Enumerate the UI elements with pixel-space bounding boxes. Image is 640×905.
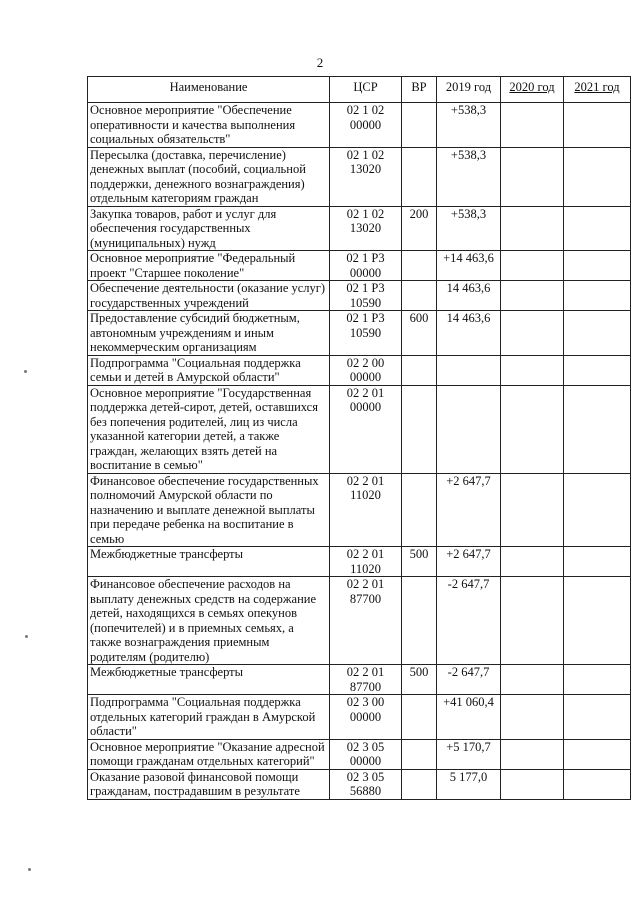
cell-vr: 500	[402, 665, 437, 695]
cell-vr	[402, 281, 437, 311]
cell-name: Основное мероприятие "Государственная поддержка детей-сирот, детей, оставшихся без попечения родителей, лиц из числа указанной категории детей, а также граждан, желающих взять детей на воспитание в семью"	[88, 385, 330, 473]
cell-name: Финансовое обеспечение государственных полномочий Амурской области по назначению и выплате денежной выплаты при передаче ребенка на воспитание в семью	[88, 473, 330, 547]
cell-2019: +538,3	[437, 206, 501, 251]
cell-2020	[501, 577, 564, 665]
cell-2019: +5 170,7	[437, 739, 501, 769]
cell-name: Оказание разовой финансовой помощи гражданам, пострадавшим в результате	[88, 769, 330, 799]
cell-2021	[564, 769, 631, 799]
table-row	[88, 251, 631, 281]
header-vr: ВР	[402, 77, 437, 103]
cell-2020	[501, 695, 564, 740]
cell-csr: 02 3 05 56880	[330, 769, 402, 799]
page-number: 2	[316, 55, 324, 70]
cell-vr: 200	[402, 206, 437, 251]
table-row	[88, 385, 631, 473]
cell-vr	[402, 577, 437, 665]
table-row	[88, 103, 631, 148]
header-2019: 2019 год	[437, 77, 501, 103]
cell-2021	[564, 206, 631, 251]
cell-name: Пересылка (доставка, перечисление) денежных выплат (пособий, социальной поддержки, денежного вознаграждения) отдельным категориям граждан	[88, 147, 330, 206]
cell-2020	[501, 355, 564, 385]
cell-2020	[501, 739, 564, 769]
cell-name: Подпрограмма "Социальная поддержка отдельных категорий граждан в Амурской области"	[88, 695, 330, 740]
cell-2019	[437, 355, 501, 385]
cell-name: Основное мероприятие "Оказание адресной помощи гражданам отдельных категорий"	[88, 739, 330, 769]
cell-2019: -2 647,7	[437, 665, 501, 695]
cell-csr: 02 1 02 00000	[330, 103, 402, 148]
cell-2021	[564, 355, 631, 385]
cell-name: Подпрограмма "Социальная поддержка семьи и детей в Амурской области"	[88, 355, 330, 385]
cell-name: Финансовое обеспечение расходов на выплату денежных средств на содержание детей, находящихся в семьях опекунов (попечителей) и в приемных семьях, а также вознаграждения приемным родителям (родителю)	[88, 577, 330, 665]
cell-csr: 02 1 P3 10590	[330, 311, 402, 356]
cell-2021	[564, 739, 631, 769]
table-row	[88, 281, 631, 311]
cell-2020	[501, 103, 564, 148]
margin-mark	[25, 635, 28, 638]
cell-2020	[501, 385, 564, 473]
cell-2021	[564, 281, 631, 311]
cell-2020	[501, 473, 564, 547]
table-row	[88, 739, 631, 769]
cell-2020	[501, 547, 564, 577]
cell-2021	[564, 103, 631, 148]
table-row	[88, 665, 631, 695]
cell-vr	[402, 251, 437, 281]
cell-csr: 02 1 P3 10590	[330, 281, 402, 311]
table-row	[88, 547, 631, 577]
cell-2021	[564, 385, 631, 473]
cell-name: Предоставление субсидий бюджетным, автономным учреждениям и иным некоммерческим организациям	[88, 311, 330, 356]
cell-vr	[402, 769, 437, 799]
table-row	[88, 147, 631, 206]
cell-2019	[437, 385, 501, 473]
cell-2019: 14 463,6	[437, 311, 501, 356]
cell-csr: 02 1 P3 00000	[330, 251, 402, 281]
cell-vr	[402, 147, 437, 206]
cell-2021	[564, 547, 631, 577]
cell-2019: +14 463,6	[437, 251, 501, 281]
table-row	[88, 355, 631, 385]
cell-vr	[402, 473, 437, 547]
cell-2019: 14 463,6	[437, 281, 501, 311]
margin-mark	[28, 868, 31, 871]
budget-table	[87, 76, 631, 800]
table-row	[88, 311, 631, 356]
cell-2021	[564, 695, 631, 740]
cell-name: Межбюджетные трансферты	[88, 547, 330, 577]
cell-csr: 02 2 01 00000	[330, 385, 402, 473]
cell-csr: 02 1 02 13020	[330, 147, 402, 206]
cell-name: Закупка товаров, работ и услуг для обеспечения государственных (муниципальных) нужд	[88, 206, 330, 251]
cell-2019: +2 647,7	[437, 473, 501, 547]
cell-2020	[501, 769, 564, 799]
cell-vr	[402, 739, 437, 769]
cell-2020	[501, 206, 564, 251]
cell-vr	[402, 695, 437, 740]
cell-name: Обеспечение деятельности (оказание услуг) государственных учреждений	[88, 281, 330, 311]
header-name: Наименование	[88, 77, 330, 103]
header-2021: 2021 год	[564, 77, 631, 103]
cell-2020	[501, 281, 564, 311]
table-row	[88, 695, 631, 740]
cell-vr	[402, 355, 437, 385]
cell-csr: 02 2 01 11020	[330, 547, 402, 577]
cell-csr: 02 3 00 00000	[330, 695, 402, 740]
cell-csr: 02 1 02 13020	[330, 206, 402, 251]
table-row	[88, 473, 631, 547]
table-row	[88, 206, 631, 251]
header-2020: 2020 год	[501, 77, 564, 103]
cell-vr: 500	[402, 547, 437, 577]
cell-2019: +41 060,4	[437, 695, 501, 740]
cell-2021	[564, 665, 631, 695]
cell-2021	[564, 577, 631, 665]
table-row	[88, 577, 631, 665]
cell-vr	[402, 385, 437, 473]
cell-csr: 02 3 05 00000	[330, 739, 402, 769]
cell-name: Межбюджетные трансферты	[88, 665, 330, 695]
cell-csr: 02 2 01 87700	[330, 665, 402, 695]
cell-2019: +538,3	[437, 103, 501, 148]
cell-2019: -2 647,7	[437, 577, 501, 665]
cell-2021	[564, 473, 631, 547]
header-csr: ЦСР	[330, 77, 402, 103]
cell-csr: 02 2 00 00000	[330, 355, 402, 385]
cell-name: Основное мероприятие "Федеральный проект "Старшее поколение"	[88, 251, 330, 281]
cell-2019: +538,3	[437, 147, 501, 206]
cell-2021	[564, 251, 631, 281]
table-row	[88, 769, 631, 799]
cell-csr: 02 2 01 87700	[330, 577, 402, 665]
margin-mark	[24, 370, 27, 373]
cell-2020	[501, 251, 564, 281]
cell-2019: +2 647,7	[437, 547, 501, 577]
cell-csr: 02 2 01 11020	[330, 473, 402, 547]
cell-2020	[501, 665, 564, 695]
cell-vr	[402, 103, 437, 148]
table-header-row	[88, 77, 631, 103]
cell-2019: 5 177,0	[437, 769, 501, 799]
cell-2021	[564, 147, 631, 206]
cell-2020	[501, 147, 564, 206]
cell-2020	[501, 311, 564, 356]
cell-name: Основное мероприятие "Обеспечение оперативности и качества выполнения социальных обязательств"	[88, 103, 330, 148]
cell-vr: 600	[402, 311, 437, 356]
cell-2021	[564, 311, 631, 356]
